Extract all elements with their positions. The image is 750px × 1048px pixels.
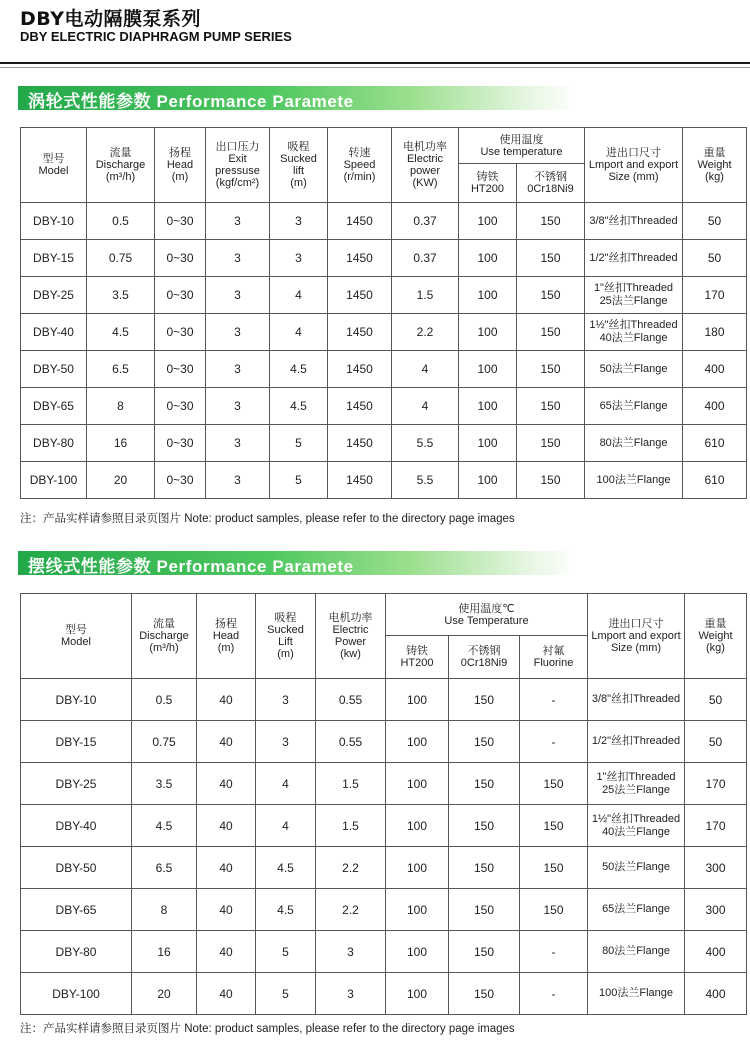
cell-ss: 150 (517, 277, 585, 314)
cell-model: DBY-40 (21, 805, 132, 847)
col-speed: 转速 Speed (r/min) (328, 128, 392, 203)
cell-discharge: 4.5 (132, 805, 197, 847)
cell-size (588, 805, 685, 847)
cell-power: 3 (316, 931, 386, 973)
cell-size (588, 889, 685, 931)
table-row (21, 388, 747, 425)
port-size-line: 25法兰Flange (599, 295, 668, 307)
cell-size (585, 351, 683, 388)
cell-model: DBY-25 (21, 763, 132, 805)
cell-speed: 1450 (328, 203, 392, 240)
port-size-line: 100法兰Flange (599, 987, 673, 999)
cell-pressure: 3 (206, 388, 270, 425)
cell-fluorine: 150 (520, 763, 588, 805)
turbine-performance-table (20, 127, 747, 499)
port-size-line: 1½"丝扣Threaded (589, 319, 678, 331)
cell-lift: 4.5 (270, 388, 328, 425)
col-model: 型号 Model (21, 128, 87, 203)
cell-weight: 610 (683, 462, 747, 499)
cell-head: 40 (197, 805, 256, 847)
cell-ht200: 100 (459, 425, 517, 462)
col-use-temperature: 使用温度 Use temperature (459, 128, 585, 164)
cell-head: 40 (197, 889, 256, 931)
table-row (21, 462, 747, 499)
col-stainless: 不锈钢 0Cr18Ni9 (449, 636, 520, 679)
section1-note: 注：产品实样请参照目录页图片 Note: product samples, please refer to the directory page images (20, 513, 515, 525)
col-fluorine: 衬氟 Fluorine (520, 636, 588, 679)
cell-ss: 150 (449, 889, 520, 931)
cell-lift: 5 (270, 462, 328, 499)
table-row (21, 721, 747, 763)
cell-speed: 1450 (328, 388, 392, 425)
cell-discharge: 3.5 (87, 277, 155, 314)
cell-power: 0.37 (392, 240, 459, 277)
cell-ss: 150 (517, 203, 585, 240)
cell-power: 4 (392, 351, 459, 388)
cell-weight: 610 (683, 425, 747, 462)
col-discharge: 流量 Discharge (m³/h) (132, 594, 197, 679)
cell-head: 0~30 (155, 388, 206, 425)
cell-ht200: 100 (386, 931, 449, 973)
cell-head: 0~30 (155, 314, 206, 351)
cell-lift: 4 (256, 763, 316, 805)
cell-head: 0~30 (155, 277, 206, 314)
page-title: DBY电动隔膜泵系列 (20, 8, 201, 30)
cell-model: DBY-80 (21, 931, 132, 973)
cell-speed: 1450 (328, 277, 392, 314)
cell-weight: 50 (685, 679, 747, 721)
cell-weight: 300 (685, 889, 747, 931)
cell-model: DBY-15 (21, 721, 132, 763)
cell-discharge: 16 (87, 425, 155, 462)
cell-size (588, 763, 685, 805)
cell-model: DBY-50 (21, 351, 87, 388)
cell-weight: 300 (685, 847, 747, 889)
cell-head: 0~30 (155, 462, 206, 499)
cycloid-performance-table (20, 593, 747, 1015)
table-row (21, 763, 747, 805)
cell-ss: 150 (449, 847, 520, 889)
port-size-line: 50法兰Flange (599, 362, 668, 375)
table-row (21, 847, 747, 889)
cell-size (585, 388, 683, 425)
cell-power: 0.37 (392, 203, 459, 240)
cell-lift: 5 (270, 425, 328, 462)
cell-model: DBY-100 (21, 462, 87, 499)
cell-weight: 170 (685, 805, 747, 847)
port-size-line: 3/8"丝扣Threaded (591, 693, 681, 705)
cell-head: 0~30 (155, 425, 206, 462)
cell-ht200: 100 (459, 203, 517, 240)
cell-discharge: 0.5 (87, 203, 155, 240)
cell-pressure: 3 (206, 314, 270, 351)
port-size-line: 65法兰Flange (602, 903, 670, 915)
table-row (21, 805, 747, 847)
cell-fluorine: - (520, 721, 588, 763)
col-ht200: 铸铁 HT200 (459, 164, 517, 203)
port-size-line: 65法兰Flange (599, 399, 668, 412)
section2-banner (18, 551, 578, 575)
cell-head: 0~30 (155, 240, 206, 277)
cell-model: DBY-10 (21, 679, 132, 721)
cell-power: 4 (392, 388, 459, 425)
cell-speed: 1450 (328, 462, 392, 499)
cell-power: 1.5 (316, 763, 386, 805)
cell-weight: 400 (685, 973, 747, 1015)
col-stainless: 不锈钢 0Cr18Ni9 (517, 164, 585, 203)
cell-head: 40 (197, 973, 256, 1015)
cell-ht200: 100 (459, 388, 517, 425)
cell-ht200: 100 (386, 805, 449, 847)
cell-head: 40 (197, 931, 256, 973)
cell-pressure: 3 (206, 240, 270, 277)
cell-lift: 4 (256, 805, 316, 847)
port-size-line: 25法兰Flange (602, 783, 670, 796)
cell-discharge: 0.75 (87, 240, 155, 277)
col-use-temperature: 使用温度℃ Use Temperature (386, 594, 588, 636)
cell-ht200: 100 (459, 462, 517, 499)
cell-ss: 150 (449, 931, 520, 973)
port-size-line: 1/2"丝扣Threaded (591, 735, 681, 747)
table-row (21, 314, 747, 351)
cell-lift: 3 (256, 679, 316, 721)
cell-discharge: 20 (87, 462, 155, 499)
cell-ht200: 100 (459, 351, 517, 388)
cell-power: 1.5 (316, 805, 386, 847)
cell-pressure: 3 (206, 462, 270, 499)
port-size-line: 1"丝扣Threaded (596, 770, 676, 783)
port-size-line: 100法兰Flange (596, 473, 671, 486)
cell-fluorine: - (520, 973, 588, 1015)
col-weight: 重量 Weight (kg) (683, 128, 747, 203)
cell-size (588, 679, 685, 721)
cell-ss: 150 (517, 425, 585, 462)
cell-power: 2.2 (316, 889, 386, 931)
cell-ht200: 100 (386, 973, 449, 1015)
table-row (21, 351, 747, 388)
cell-ht200: 100 (386, 889, 449, 931)
cell-power: 0.55 (316, 679, 386, 721)
cell-power: 2.2 (392, 314, 459, 351)
cell-model: DBY-65 (21, 388, 87, 425)
cell-head: 0~30 (155, 203, 206, 240)
cell-lift: 4 (270, 314, 328, 351)
cell-size (588, 847, 685, 889)
cell-size (585, 240, 683, 277)
cell-ss: 150 (449, 805, 520, 847)
cell-lift: 4.5 (270, 351, 328, 388)
cell-head: 40 (197, 721, 256, 763)
cell-ss: 150 (517, 240, 585, 277)
header-divider (0, 62, 750, 64)
cell-speed: 1450 (328, 425, 392, 462)
cell-fluorine: - (520, 931, 588, 973)
cell-ht200: 100 (386, 763, 449, 805)
table-row (21, 889, 747, 931)
cell-head: 40 (197, 847, 256, 889)
cell-ht200: 100 (459, 240, 517, 277)
cell-discharge: 20 (132, 973, 197, 1015)
cell-discharge: 0.5 (132, 679, 197, 721)
port-size-line: 40法兰Flange (602, 825, 670, 838)
cell-model: DBY-25 (21, 277, 87, 314)
table-row (21, 679, 747, 721)
port-size-line: 80法兰Flange (602, 945, 670, 957)
cell-power: 3 (316, 973, 386, 1015)
cell-size (585, 203, 683, 240)
col-ht200: 铸铁 HT200 (386, 636, 449, 679)
cell-fluorine: 150 (520, 889, 588, 931)
table-row (21, 973, 747, 1015)
table-row (21, 425, 747, 462)
cell-ss: 150 (517, 314, 585, 351)
cell-weight: 400 (685, 931, 747, 973)
table-row (21, 240, 747, 277)
cell-lift: 5 (256, 973, 316, 1015)
cell-model: DBY-10 (21, 203, 87, 240)
cell-pressure: 3 (206, 203, 270, 240)
section2-banner-text: 摆线式性能参数 Performance Paramete (28, 557, 354, 576)
col-head: 扬程 Head (m) (155, 128, 206, 203)
cell-power: 5.5 (392, 425, 459, 462)
cell-discharge: 16 (132, 931, 197, 973)
cell-model: DBY-15 (21, 240, 87, 277)
cell-ss: 150 (449, 973, 520, 1015)
cell-discharge: 3.5 (132, 763, 197, 805)
cell-fluorine: 150 (520, 847, 588, 889)
table-row (21, 277, 747, 314)
cell-model: DBY-40 (21, 314, 87, 351)
cell-power: 5.5 (392, 462, 459, 499)
cell-ht200: 100 (386, 679, 449, 721)
cell-speed: 1450 (328, 314, 392, 351)
port-size-line: 1"丝扣Threaded (593, 282, 674, 294)
col-motor-power: 电机功率 Electric Power (kw) (316, 594, 386, 679)
cell-size (588, 973, 685, 1015)
cell-head: 40 (197, 763, 256, 805)
cell-ht200: 100 (459, 277, 517, 314)
col-head: 扬程 Head (m) (197, 594, 256, 679)
col-port-size: 进出口尺寸 Lmport and export Size (mm) (585, 128, 683, 203)
cell-discharge: 6.5 (132, 847, 197, 889)
cell-weight: 50 (685, 721, 747, 763)
cell-discharge: 8 (87, 388, 155, 425)
cell-lift: 3 (256, 721, 316, 763)
col-discharge: 流量 Discharge (m³/h) (87, 128, 155, 203)
cell-lift: 5 (256, 931, 316, 973)
cell-weight: 50 (683, 203, 747, 240)
cell-weight: 50 (683, 240, 747, 277)
cell-lift: 3 (270, 203, 328, 240)
cell-model: DBY-50 (21, 847, 132, 889)
port-size-line: 50法兰Flange (602, 861, 670, 873)
cell-speed: 1450 (328, 240, 392, 277)
port-size-line: 80法兰Flange (599, 436, 668, 449)
cell-model: DBY-80 (21, 425, 87, 462)
col-port-size: 进出口尺寸 Lmport and export Size (mm) (588, 594, 685, 679)
cell-discharge: 0.75 (132, 721, 197, 763)
port-size-line: 3/8"丝扣Threaded (589, 214, 678, 227)
cell-model: DBY-65 (21, 889, 132, 931)
cell-weight: 400 (683, 388, 747, 425)
col-motor-power: 电机功率 Electric power (KW) (392, 128, 459, 203)
cell-ht200: 100 (459, 314, 517, 351)
port-size-line: 40法兰Flange (599, 332, 668, 344)
cell-head: 0~30 (155, 351, 206, 388)
cell-size (585, 425, 683, 462)
cell-weight: 400 (683, 351, 747, 388)
cell-size (585, 277, 683, 314)
cell-lift: 4.5 (256, 847, 316, 889)
cell-head: 40 (197, 679, 256, 721)
cell-power: 0.55 (316, 721, 386, 763)
cell-discharge: 6.5 (87, 351, 155, 388)
cell-ss: 150 (449, 763, 520, 805)
cell-weight: 180 (683, 314, 747, 351)
header-divider-thin (0, 67, 750, 68)
cell-weight: 170 (685, 763, 747, 805)
cell-power: 2.2 (316, 847, 386, 889)
cell-power: 1.5 (392, 277, 459, 314)
table-row (21, 931, 747, 973)
cell-ss: 150 (517, 388, 585, 425)
cell-size (588, 721, 685, 763)
cell-fluorine: - (520, 679, 588, 721)
cell-ht200: 100 (386, 847, 449, 889)
col-sucked-lift: 吸程 Sucked lift (m) (270, 128, 328, 203)
cell-model: DBY-100 (21, 973, 132, 1015)
page-subtitle: DBY ELECTRIC DIAPHRAGM PUMP SERIES (20, 29, 292, 44)
col-model: 型号 Model (21, 594, 132, 679)
cell-ht200: 100 (386, 721, 449, 763)
cell-size (585, 314, 683, 351)
cell-fluorine: 150 (520, 805, 588, 847)
cell-pressure: 3 (206, 351, 270, 388)
port-size-line: 1½"丝扣Threaded (591, 812, 681, 825)
col-sucked-lift: 吸程 Sucked Lift (m) (256, 594, 316, 679)
col-exit-pressure: 出口压力 Exit pressuse (kgf/cm²) (206, 128, 270, 203)
cell-discharge: 4.5 (87, 314, 155, 351)
cell-discharge: 8 (132, 889, 197, 931)
cell-ss: 150 (449, 721, 520, 763)
cell-size (585, 462, 683, 499)
col-weight: 重量 Weight (kg) (685, 594, 747, 679)
cell-ss: 150 (517, 462, 585, 499)
cell-weight: 170 (683, 277, 747, 314)
cell-pressure: 3 (206, 277, 270, 314)
cell-lift: 4 (270, 277, 328, 314)
cell-speed: 1450 (328, 351, 392, 388)
table-row (21, 203, 747, 240)
port-size-line: 1/2"丝扣Threaded (589, 251, 678, 264)
cell-lift: 3 (270, 240, 328, 277)
cell-ss: 150 (517, 351, 585, 388)
cell-pressure: 3 (206, 425, 270, 462)
section2-note: 注：产品实样请参照目录页图片 Note: product samples, please refer to the directory page images (20, 1023, 515, 1035)
cell-lift: 4.5 (256, 889, 316, 931)
cell-size (588, 931, 685, 973)
section1-banner-text: 涡轮式性能参数 Performance Paramete (28, 92, 354, 111)
section1-banner (18, 86, 578, 110)
cell-ss: 150 (449, 679, 520, 721)
